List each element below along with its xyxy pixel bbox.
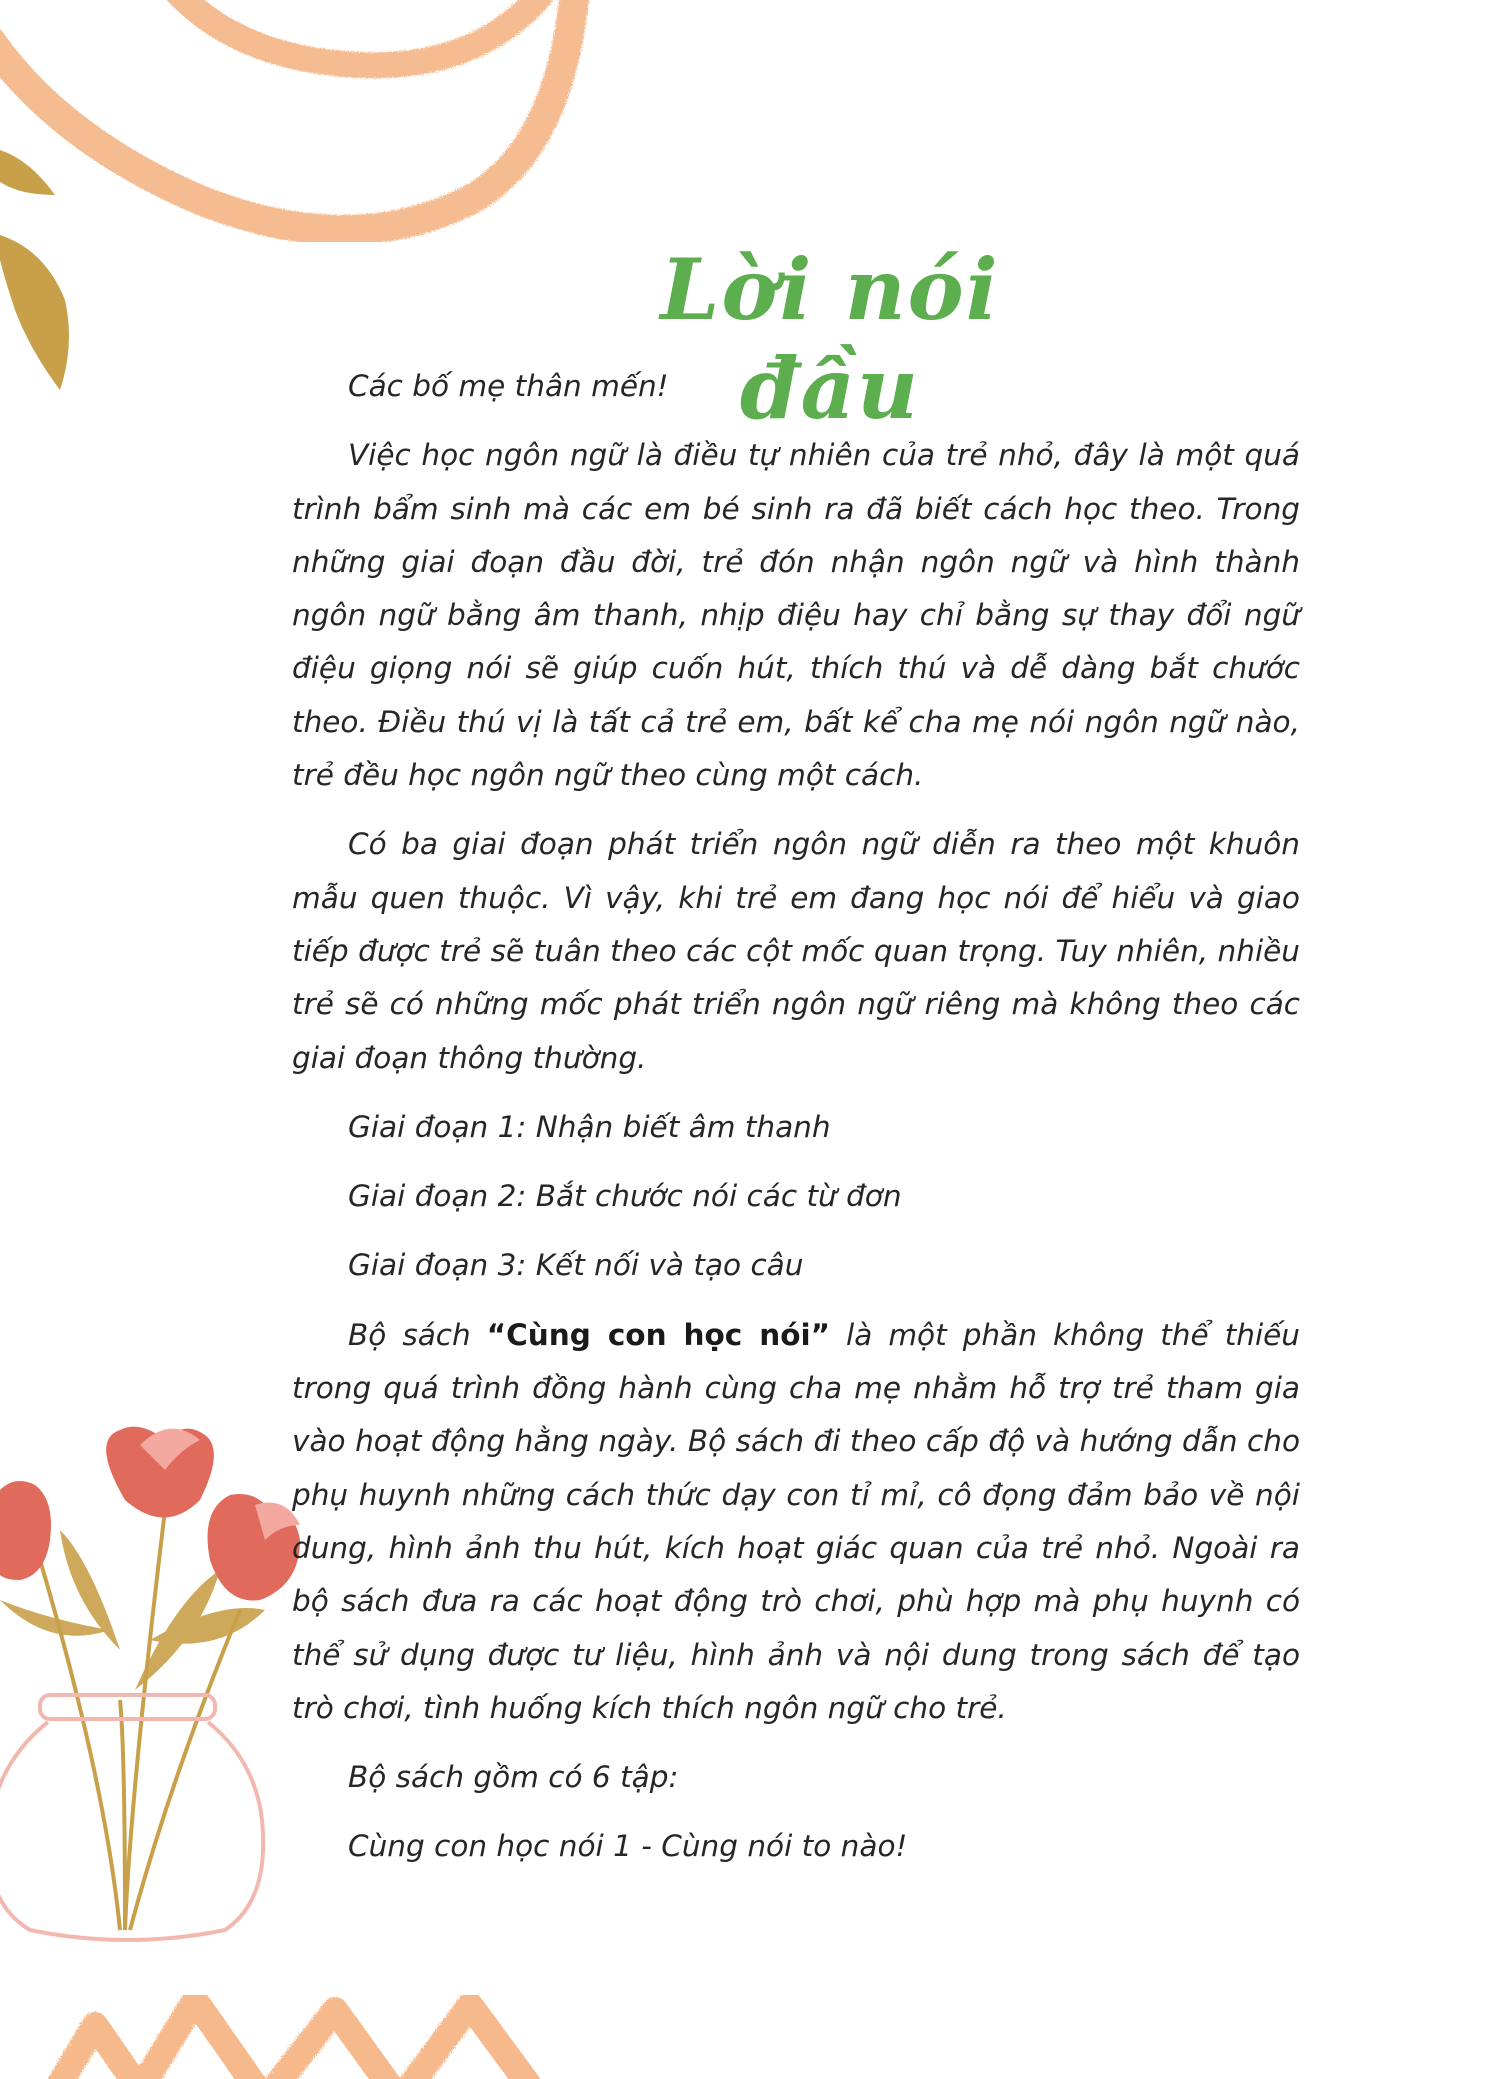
greeting: Các bố mẹ thân mến! bbox=[348, 369, 669, 403]
stage-1: Giai đoạn 1: Nhận biết âm thanh bbox=[348, 1109, 831, 1144]
paragraph-3 bbox=[292, 1309, 1300, 1735]
book-series-title: “Cùng con học nói” bbox=[486, 1317, 830, 1352]
peach-arcs-top bbox=[0, 0, 575, 230]
paragraph-1: Việc học ngôn ngữ là điều tự nhiên của trẻ nhỏ, đây là một quá trình bẩm sinh mà các em bé sinh ra đã biết cách học theo. Trong những giai đoạn đầu đời, trẻ đón nhận ngôn ngữ và hình thành ngôn ngữ bằng âm thanh, nhịp điệu hay chỉ bằng sự thay đổi ngữ điệu giọng nói sẽ giúp cuốn hút, thích thú và dễ dàng bắt chước theo. Điều thú vị là tất cả trẻ em, bất kể cha mẹ nói ngôn ngữ nào, trẻ đều học ngôn ngữ theo cùng một cách. bbox=[292, 438, 1300, 793]
paragraph-2: Có ba giai đoạn phát triển ngôn ngữ diễn ra theo một khuôn mẫu quen thuộc. Vì vậy, khi trẻ em đang học nói để hiểu và giao tiếp được trẻ sẽ tuân theo các cột mốc quan trọng. Tuy nhiên, nhiều trẻ sẽ có những mốc phát triển ngôn ngữ riêng mà không theo các giai đoạn thông thường. bbox=[292, 827, 1300, 1075]
flower-vase-illustration bbox=[0, 1427, 300, 1940]
paragraph-3-lead: Bộ sách bbox=[348, 1317, 487, 1352]
series-intro: Bộ sách gồm có 6 tập: bbox=[348, 1760, 679, 1795]
preface-body bbox=[292, 360, 1300, 1890]
golden-leaves bbox=[0, 150, 69, 390]
page-title: Lời nói đầu bbox=[660, 240, 1000, 438]
volume-1: Cùng con học nói 1 - Cùng nói to nào! bbox=[348, 1829, 908, 1864]
stage-3: Giai đoạn 3: Kết nối và tạo câu bbox=[348, 1248, 804, 1283]
paragraph-3-rest: là một phần không thể thiếu trong quá trình đồng hành cùng cha mẹ nhằm hỗ trợ trẻ tham gia vào hoạt động hằng ngày. Bộ sách đi theo cấp độ và hướng dẫn cho phụ huynh những cách thức dạy con tỉ mỉ, cô đọng đảm bảo về nội dung, hình ảnh thu hút, kích hoạt giác quan của trẻ nhỏ. Ngoài ra bộ sách đưa ra các hoạt động trò chơi, phù hợp mà phụ huynh có thể sử dụng được tư liệu, hình ảnh và nội dung trong sách để tạo trò chơi, tình huống kích thích ngôn ngữ cho trẻ. bbox=[292, 1317, 1300, 1725]
peach-zigzag-bottom bbox=[50, 2000, 540, 2079]
stage-2: Giai đoạn 2: Bắt chước nói các từ đơn bbox=[348, 1179, 902, 1214]
